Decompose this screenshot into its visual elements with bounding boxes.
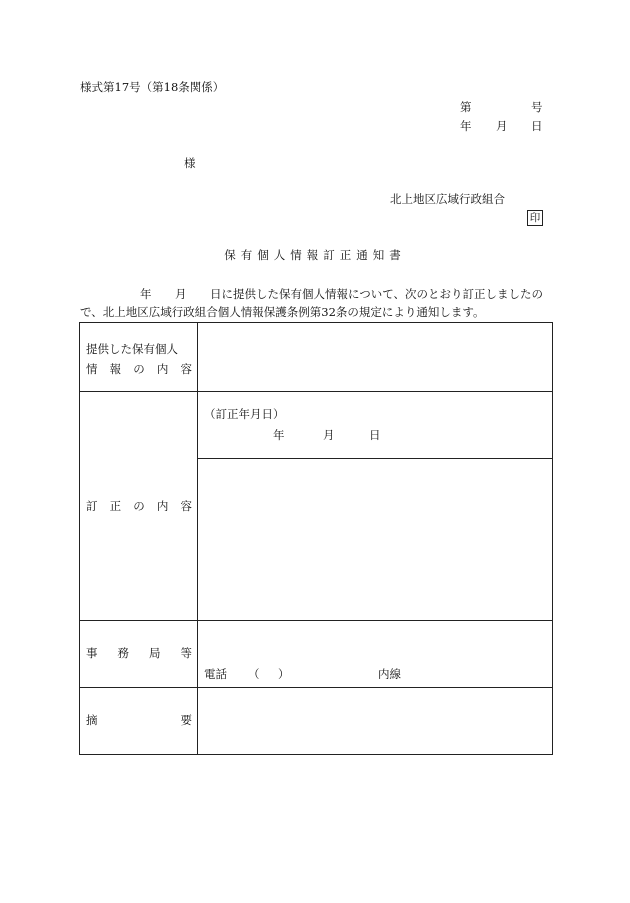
body-month: 月 bbox=[175, 287, 187, 301]
row2-label-char: 内 bbox=[156, 499, 169, 513]
body-line1-rest: 日に提供した保有個人情報について、次のとおり訂正しましたの bbox=[210, 287, 544, 301]
correction-date-year: 年 bbox=[273, 428, 285, 442]
seal-mark: 印 bbox=[527, 210, 543, 226]
row2-label-char: の bbox=[133, 499, 145, 513]
row2-label-char: 訂 bbox=[86, 499, 98, 513]
row-divider-correction-date bbox=[197, 458, 552, 459]
notice-body-line-2: で、北上地区広域行政組合個人情報保護条例第32条の規定により通知します。 bbox=[80, 305, 485, 319]
issue-date-year: 年 bbox=[460, 119, 472, 133]
row2-label bbox=[86, 496, 192, 516]
addressee-suffix: 様 bbox=[184, 156, 196, 170]
correction-date-caption: （訂正年月日） bbox=[204, 407, 285, 421]
row1-label bbox=[86, 339, 192, 379]
correction-date-month: 月 bbox=[323, 428, 335, 442]
row1-label-line1: 提供した保有個人 bbox=[86, 342, 178, 356]
row-divider-1 bbox=[80, 391, 552, 392]
document-title: 保有個人情報訂正通知書 bbox=[224, 248, 406, 262]
correction-date-day: 日 bbox=[369, 428, 381, 442]
correction-details-table bbox=[79, 322, 553, 755]
phone-paren-open: （ bbox=[248, 667, 260, 681]
row3-label-char: 事 bbox=[86, 646, 98, 660]
row2-label-char: 容 bbox=[180, 499, 192, 513]
body-year: 年 bbox=[140, 287, 152, 301]
row4-label-char: 要 bbox=[180, 713, 192, 727]
row3-label-char: 務 bbox=[117, 646, 129, 660]
row3-label-char: 等 bbox=[180, 646, 192, 660]
row1-label-char: 容 bbox=[180, 362, 192, 376]
issuer-name: 北上地区広域行政組合 bbox=[390, 192, 505, 206]
row3-label bbox=[86, 643, 192, 663]
row-divider-2 bbox=[80, 620, 552, 621]
row1-label-char: 内 bbox=[156, 362, 169, 376]
row-divider-3 bbox=[80, 687, 552, 688]
form-number: 様式第17号（第18条関係） bbox=[80, 80, 225, 94]
label-column-divider bbox=[197, 323, 198, 754]
extension-label: 内線 bbox=[378, 667, 401, 681]
row2-label-char: 正 bbox=[109, 499, 122, 513]
row1-label-char: の bbox=[133, 362, 145, 376]
document-number-suffix: 号 bbox=[531, 100, 543, 114]
row4-label bbox=[86, 710, 192, 730]
row4-label-char: 摘 bbox=[86, 713, 98, 727]
row1-label-line2 bbox=[86, 359, 192, 379]
row1-label-char: 報 bbox=[109, 362, 122, 376]
issue-date-month: 月 bbox=[496, 119, 508, 133]
phone-label: 電話 bbox=[204, 667, 227, 681]
row3-label-char: 局 bbox=[149, 646, 161, 660]
notice-body bbox=[80, 285, 555, 321]
issue-date-day: 日 bbox=[531, 119, 543, 133]
row1-label-char: 情 bbox=[86, 362, 98, 376]
notice-body-line-1 bbox=[80, 285, 555, 303]
phone-paren-close: ） bbox=[278, 667, 290, 681]
document-number-prefix: 第 bbox=[460, 100, 472, 114]
